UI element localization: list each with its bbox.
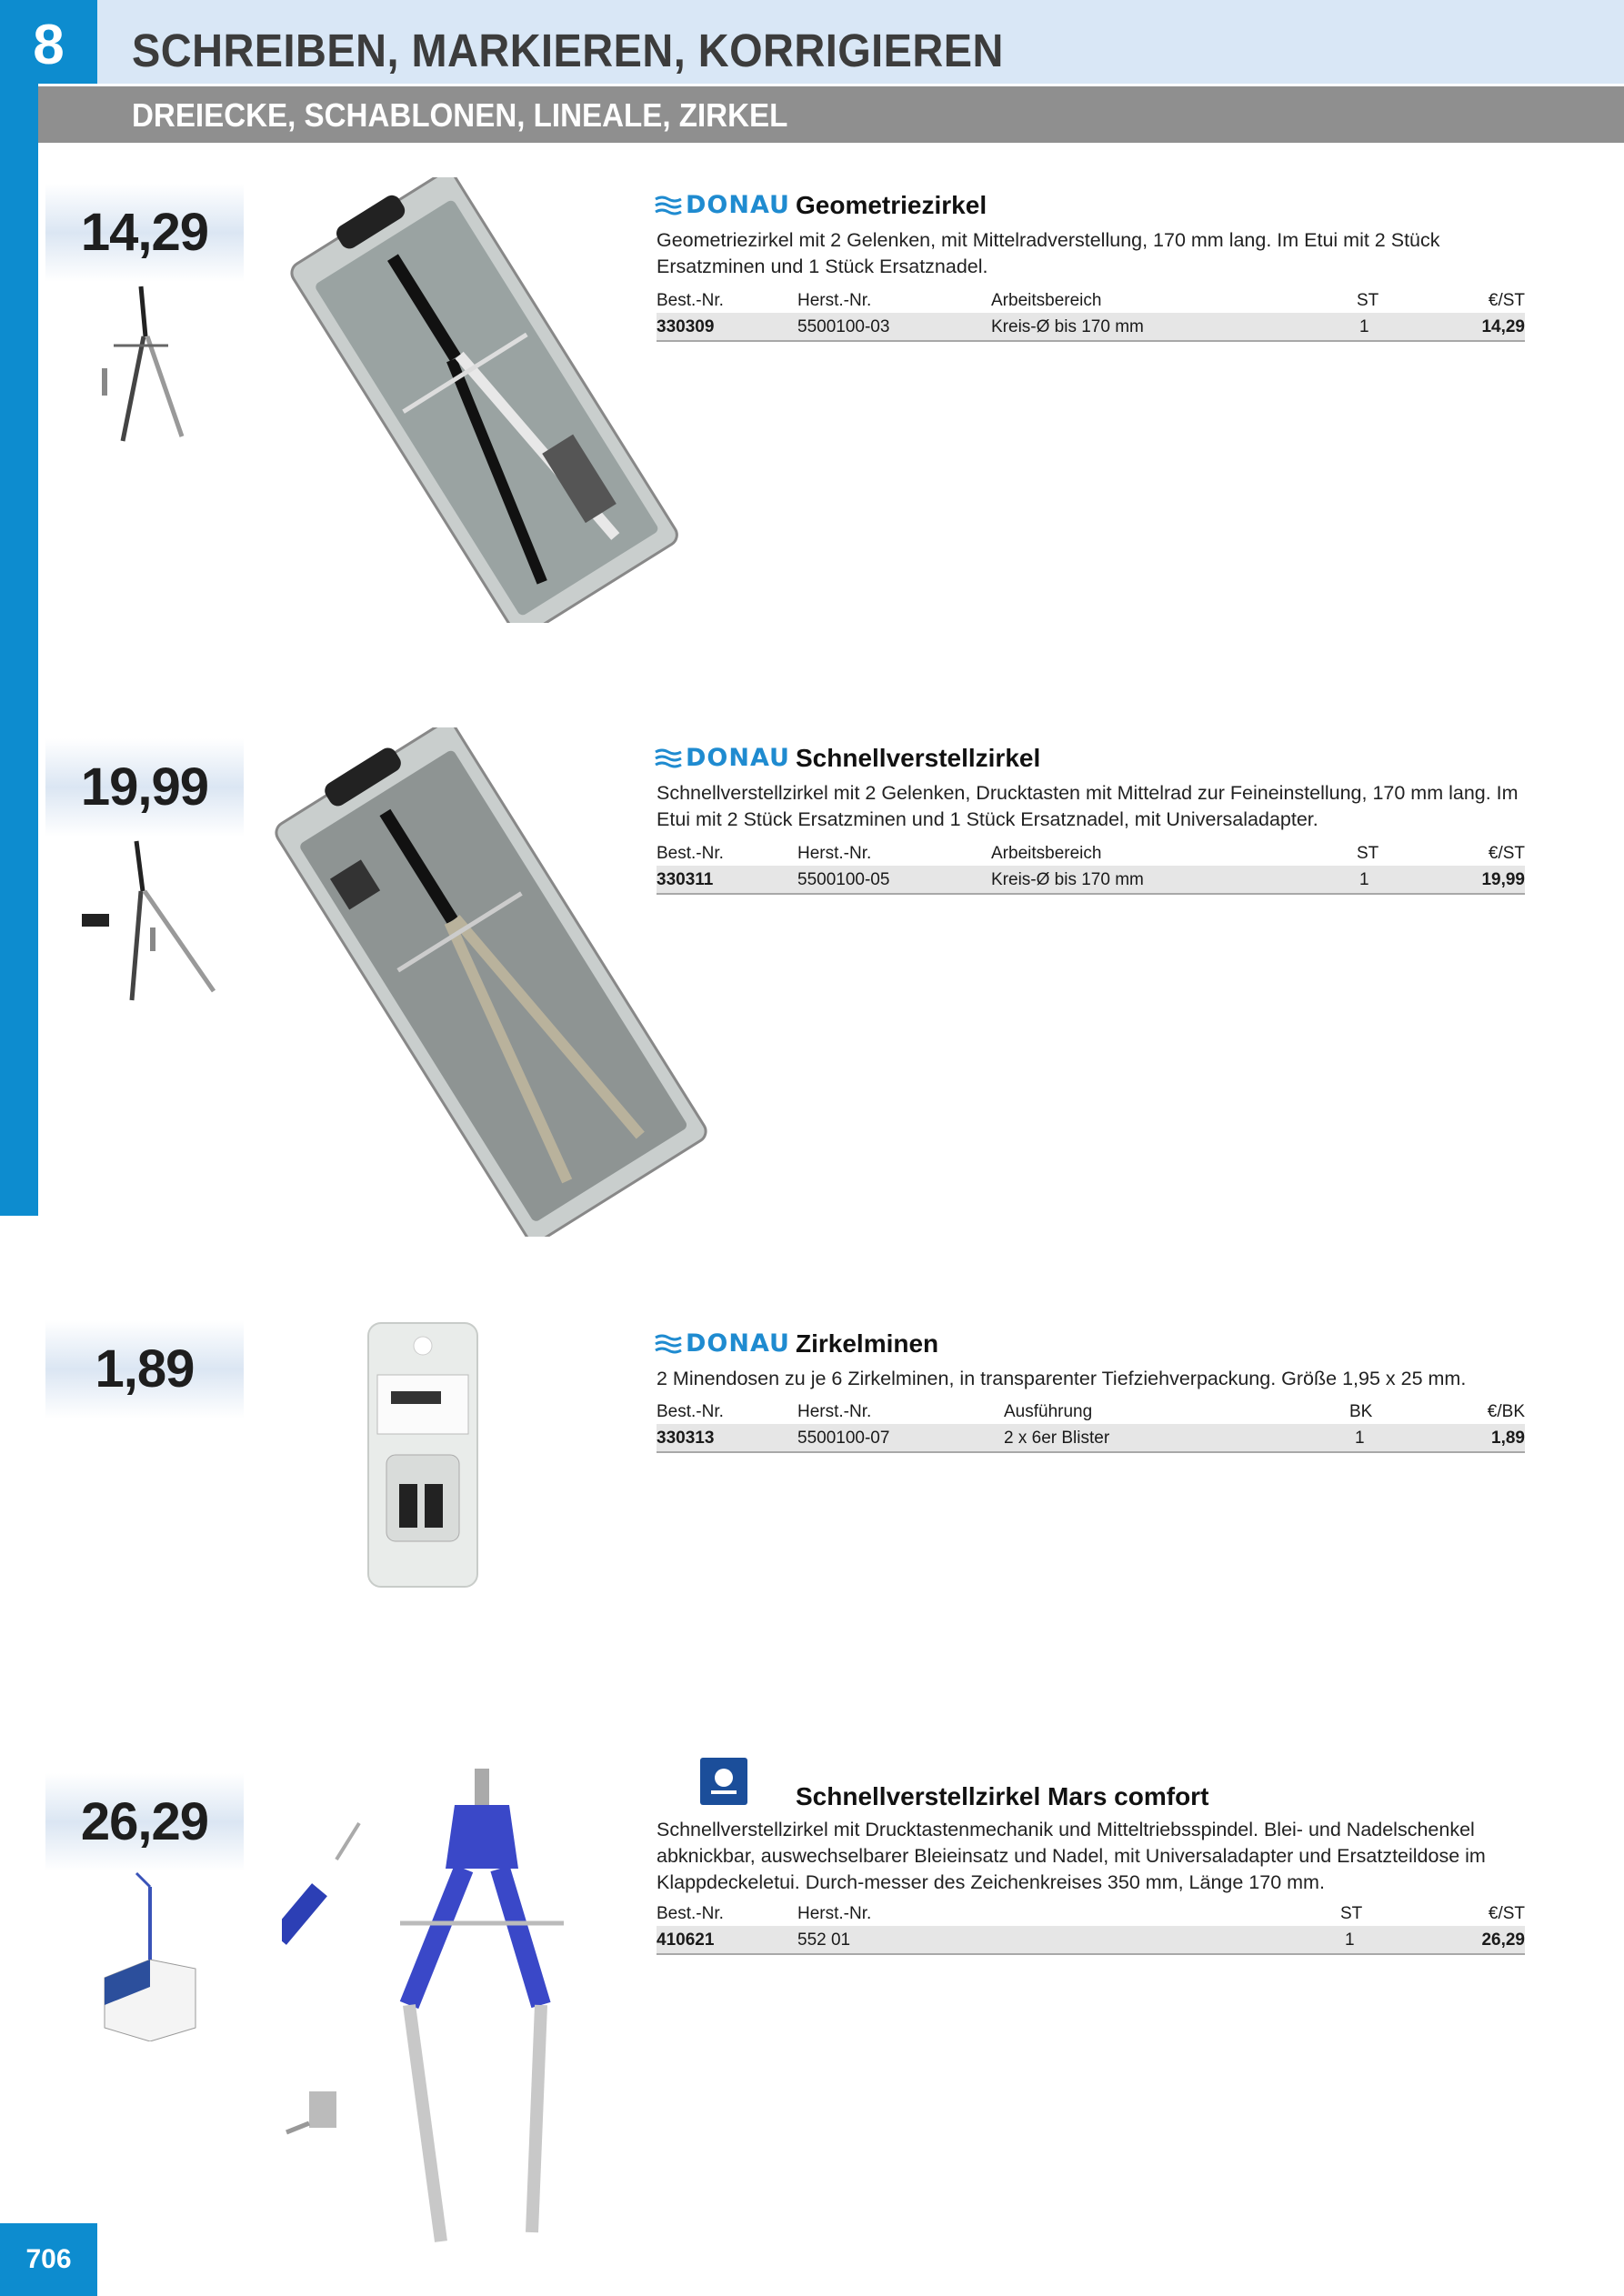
product-photo-zirkelminen [359, 1318, 486, 1591]
col-arbeitsbereich: Arbeitsbereich [991, 844, 1102, 863]
col-herst-nr: Herst.-Nr. [797, 291, 872, 310]
price-tag: 1,89 [45, 1320, 244, 1419]
table-header [657, 840, 1525, 866]
page-number: 706 [0, 2223, 97, 2296]
cell-price: 26,29 [1481, 1930, 1525, 1950]
brand-name: DONAU [686, 744, 790, 772]
product-photo-geometriezirkel [273, 177, 691, 623]
cell-best-nr: 330309 [657, 317, 715, 336]
col-unit: ST [1357, 291, 1379, 310]
donau-logo [655, 191, 790, 219]
cell-unit: 1 [1355, 1429, 1365, 1448]
table-header [657, 287, 1525, 313]
col-best-nr: Best.-Nr. [657, 1402, 724, 1421]
product-title: Schnellverstellzirkel Mars comfort [796, 1782, 1209, 1810]
cell-best-nr: 330311 [657, 870, 714, 889]
product-table [657, 1900, 1525, 1955]
cell-unit: 1 [1359, 870, 1369, 889]
donau-waves-icon [655, 1334, 682, 1354]
table-row [657, 313, 1525, 342]
col-price-unit: €/BK [1487, 1402, 1525, 1421]
col-herst-nr: Herst.-Nr. [797, 1402, 872, 1421]
cell-arbeitsbereich: Kreis-Ø bis 170 mm [991, 870, 1144, 889]
col-arbeitsbereich: Arbeitsbereich [991, 291, 1102, 310]
table-header [657, 1399, 1525, 1424]
cell-best-nr: 410621 [657, 1930, 715, 1950]
col-best-nr: Best.-Nr. [657, 291, 724, 310]
price-tag: 19,99 [45, 738, 244, 837]
price-tag: 26,29 [45, 1773, 244, 1871]
brand-name: DONAU [686, 191, 790, 219]
cell-arbeitsbereich: Kreis-Ø bis 170 mm [991, 317, 1144, 336]
donau-logo [655, 1329, 790, 1358]
cell-herst-nr: 552 01 [797, 1930, 851, 1950]
staedtler-head-icon [700, 1758, 747, 1805]
col-herst-nr: Herst.-Nr. [797, 1904, 872, 1923]
product-description: 2 Minendosen zu je 6 Zirkelminen, in transparenter Tiefziehverpackung. Größe 1,95 x 25 mm. [657, 1368, 1467, 1389]
col-price-unit: €/ST [1488, 1904, 1525, 1923]
chapter-number: 8 [0, 0, 97, 84]
product-description: Geometriezirkel mit 2 Gelenken, mit Mittelradverstellung, 170 mm lang. Im Etui mit 2 Stück Ersatzminen und 1 Stück Ersatznadel. [657, 229, 1440, 277]
product-title: Schnellverstellzirkel [796, 744, 1041, 772]
product-title: Geometriezirkel [796, 191, 987, 219]
cell-best-nr: 330313 [657, 1429, 715, 1448]
brand-name: DONAU [686, 1329, 790, 1358]
page-title: SCHREIBEN, MARKIEREN, KORRIGIEREN [132, 25, 1004, 76]
product-table [657, 1399, 1525, 1453]
table-row [657, 1926, 1525, 1955]
product-table [657, 840, 1525, 895]
donau-logo [655, 744, 790, 772]
table-row [657, 1424, 1525, 1453]
cell-herst-nr: 5500100-03 [797, 317, 890, 336]
price-tag: 14,29 [45, 184, 244, 282]
cell-herst-nr: 5500100-07 [797, 1429, 890, 1448]
product-table [657, 287, 1525, 342]
col-ausfuehrung: Ausführung [1004, 1402, 1093, 1421]
col-unit: ST [1340, 1904, 1363, 1923]
col-price-unit: €/ST [1488, 291, 1525, 310]
col-unit: ST [1357, 844, 1379, 863]
cell-price: 14,29 [1481, 317, 1525, 336]
product-description: Schnellverstellzirkel mit 2 Gelenken, Drucktasten mit Mittelrad zur Feineinstellung, 170 mm lang. Im Etui mit 2 Stück Ersatzminen und 1 Stück Ersatznadel, mit Universaladapter. [657, 782, 1519, 830]
display-box-thumbnail [95, 1869, 205, 2041]
col-best-nr: Best.-Nr. [657, 844, 724, 863]
cell-herst-nr: 5500100-05 [797, 870, 890, 889]
product-photo-mars-comfort [282, 1769, 609, 2251]
table-row [657, 866, 1525, 895]
donau-waves-icon [655, 196, 682, 216]
chapter-sidebar [0, 0, 38, 1216]
compass-thumbnail [91, 282, 200, 455]
col-best-nr: Best.-Nr. [657, 1904, 724, 1923]
cell-unit: 1 [1359, 317, 1369, 336]
cell-price: 19,99 [1481, 870, 1525, 889]
table-header [657, 1900, 1525, 1926]
donau-waves-icon [655, 748, 682, 768]
compass-thumbnail [77, 837, 223, 1009]
product-title: Zirkelminen [796, 1329, 939, 1358]
cell-ausfuehrung: 2 x 6er Blister [1004, 1429, 1110, 1448]
staedtler-logo [700, 1758, 747, 1805]
col-price-unit: €/ST [1488, 844, 1525, 863]
product-description: Schnellverstellzirkel mit Drucktastenmechanik und Mitteltriebsspindel. Blei- und Nadelschenkel abknickbar, auswechselbarer Bleieinsatz und Nadel, mit Universaladapter und Ersatzteildose im Klappdeckeletui. Durch-messer des Zeichenkreises 350 mm, Länge 170 mm. [657, 1819, 1486, 1893]
product-photo-schnellverstellzirkel [273, 727, 709, 1237]
page-subtitle: DREIECKE, SCHABLONEN, LINEALE, ZIRKEL [132, 96, 788, 134]
cell-unit: 1 [1345, 1930, 1355, 1950]
col-herst-nr: Herst.-Nr. [797, 844, 872, 863]
col-unit: BK [1349, 1402, 1373, 1421]
cell-price: 1,89 [1491, 1429, 1525, 1448]
